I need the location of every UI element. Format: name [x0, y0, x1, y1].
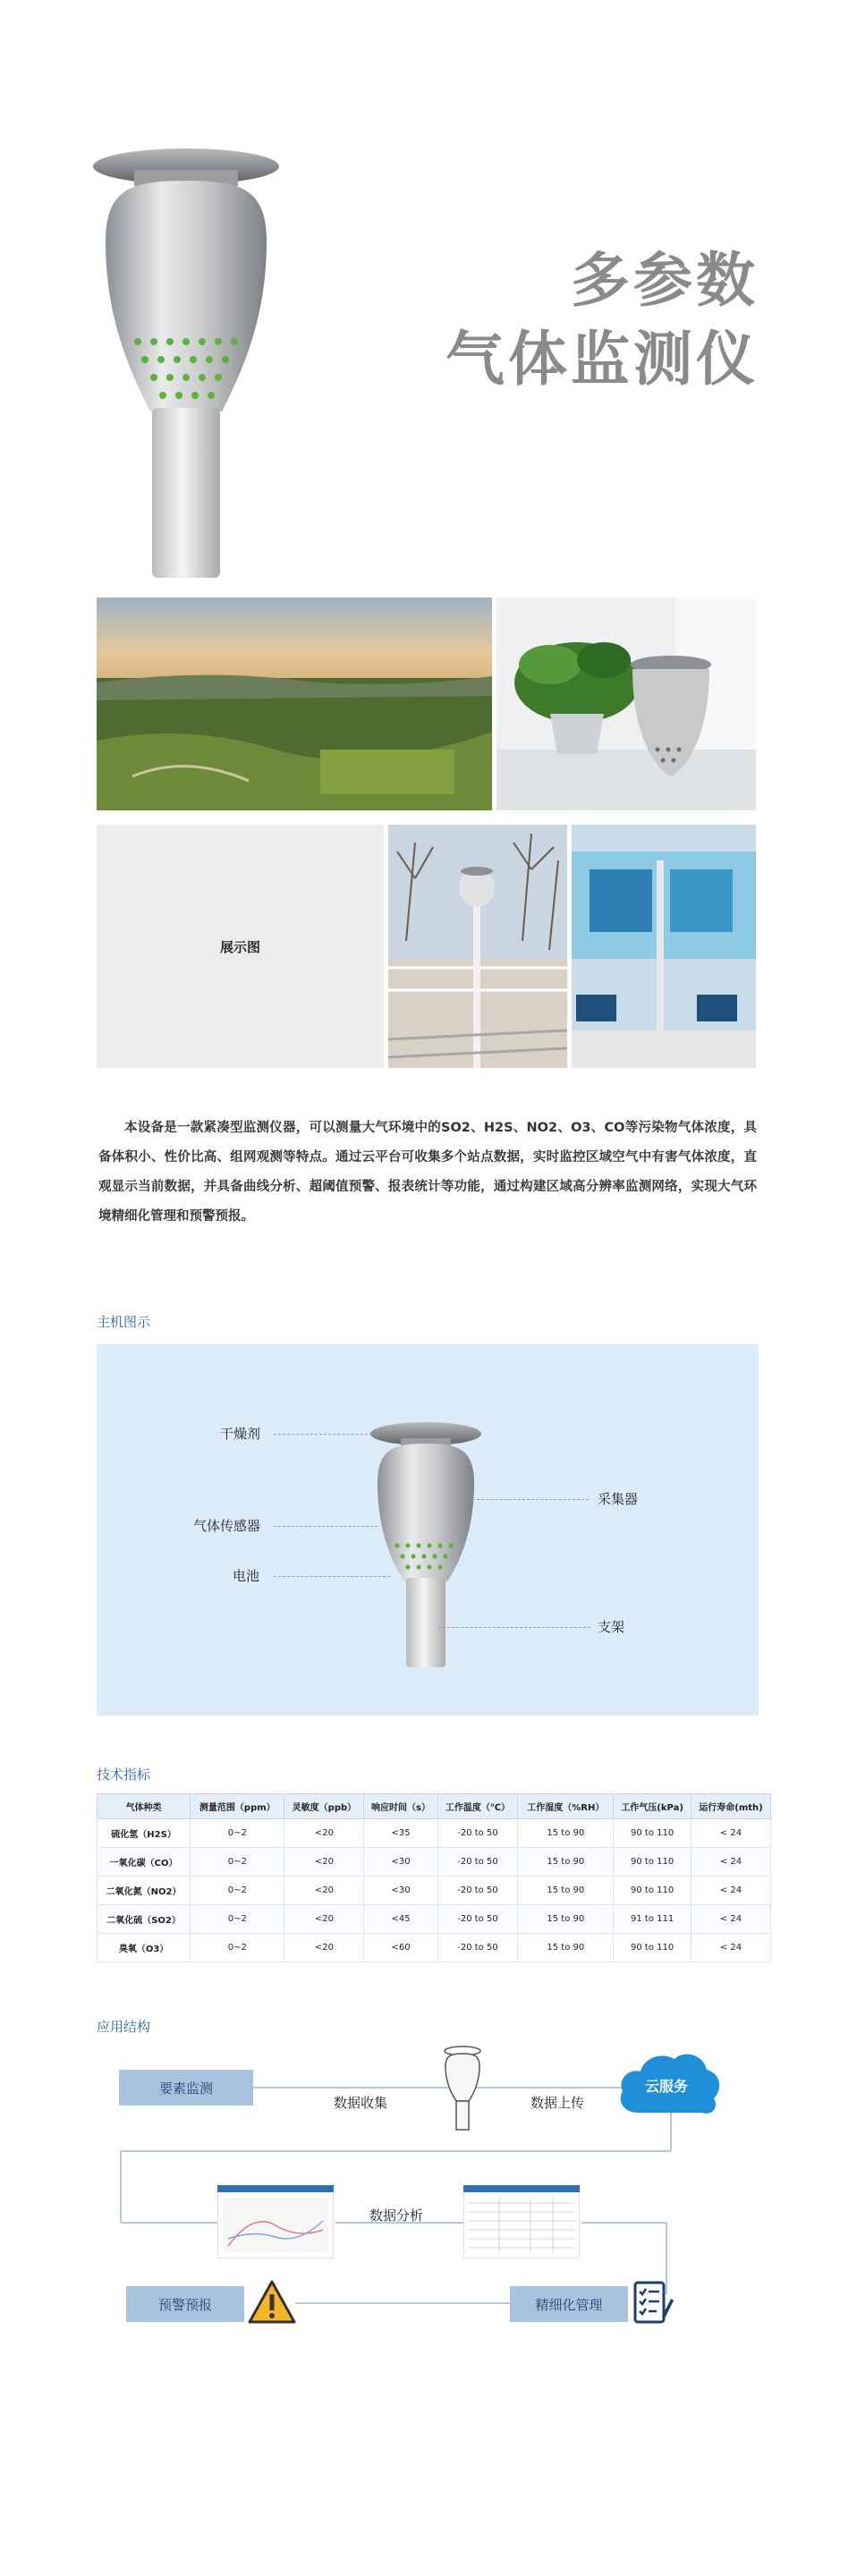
spec-cell: 15 to 90 — [518, 1877, 614, 1905]
spec-cell: -20 to 50 — [437, 1848, 518, 1877]
spec-header-cell: 响应时间（s） — [364, 1794, 437, 1819]
spec-cell: <20 — [284, 1848, 364, 1877]
flow-device-icon — [440, 2044, 485, 2133]
table-row — [98, 1905, 771, 1934]
spec-header-cell: 灵敏度（ppb） — [284, 1794, 364, 1819]
spec-cell: < 24 — [691, 1819, 770, 1848]
desk-device-photo — [496, 597, 756, 810]
cloud-service-label: 云服务 — [645, 2078, 689, 2095]
spec-cell: < 24 — [691, 1934, 770, 1962]
table-row — [98, 1819, 771, 1848]
gallery-caption-box — [97, 825, 384, 1068]
landscape-photo — [97, 597, 492, 810]
app-section-title: 应用结构 — [97, 2019, 151, 2035]
label-desiccant: 干燥剂 — [220, 1426, 261, 1442]
spec-header-row — [98, 1794, 771, 1819]
spec-cell: < 24 — [691, 1877, 770, 1905]
intro-paragraph: 本设备是一款紧凑型监测仪器，可以测量大气环境中的SO2、H2S、NO2、O3、CO等污染物气体浓度，具备体积小、性价比高、组网观测等特点。通过云平台可收集多个站点数据，实时监控区域空气中有害气体浓度，直观显示当前数据，并具备曲线分析、超阈值预警、报表统计等功能，通过构建区域高分辨率监测网络，实现大气环境精细化管理和预警预报。 — [98, 1121, 757, 1224]
flow-factor-monitoring: 要素监测 — [119, 2070, 253, 2106]
label-gas-sensor: 气体传感器 — [193, 1518, 261, 1534]
spec-cell: 二氧化氮（NO2） — [98, 1877, 191, 1905]
spec-cell: 90 to 110 — [614, 1848, 692, 1877]
leader-line — [274, 1576, 390, 1577]
flow-early-warning: 预警预报 — [126, 2286, 244, 2322]
spec-cell: <20 — [284, 1877, 364, 1905]
spec-cell: 硫化氢（H2S） — [98, 1819, 191, 1848]
outdoor-station-photo — [388, 825, 567, 1068]
label-battery: 电池 — [233, 1568, 260, 1584]
spec-cell: 0~2 — [191, 1905, 284, 1934]
label-bracket: 支架 — [598, 1619, 625, 1635]
spec-cell: 90 to 110 — [614, 1934, 692, 1962]
spec-cell: 15 to 90 — [518, 1848, 614, 1877]
spec-cell: -20 to 50 — [437, 1905, 518, 1934]
flow-data-analysis: 数据分析 — [369, 2207, 424, 2224]
spec-cell: -20 to 50 — [437, 1934, 518, 1962]
spec-cell: 二氧化硫（SO2） — [98, 1905, 191, 1934]
leader-line — [438, 1627, 590, 1628]
spec-cell: 90 to 110 — [614, 1819, 692, 1848]
spec-header-cell: 运行寿命(mth) — [691, 1794, 770, 1819]
hero-title-line2: 气体监测仪 — [445, 325, 759, 394]
leader-line — [472, 1499, 589, 1500]
spec-cell: <20 — [284, 1905, 364, 1934]
spec-cell: 15 to 90 — [518, 1934, 614, 1962]
spec-cell: < 24 — [691, 1905, 770, 1934]
checklist-icon — [632, 2279, 675, 2326]
spec-header-cell: 工作湿度（%RH） — [518, 1794, 614, 1819]
spec-header-cell: 测量范围（ppm） — [191, 1794, 284, 1819]
flow-data-collection: 数据收集 — [334, 2095, 388, 2111]
label-collector: 采集器 — [598, 1491, 639, 1507]
spec-cell: <30 — [364, 1877, 437, 1905]
host-diagram — [97, 1344, 759, 1716]
spec-section-title: 技术指标 — [97, 1767, 151, 1783]
host-section-title: 主机图示 — [97, 1314, 151, 1330]
table-row — [98, 1934, 771, 1962]
spec-table — [97, 1793, 771, 1962]
spec-cell: <60 — [364, 1934, 437, 1962]
spec-cell: <30 — [364, 1848, 437, 1877]
spec-cell: 一氧化碳（CO） — [98, 1848, 191, 1877]
host-device-image — [365, 1411, 499, 1671]
flow-data-upload: 数据上传 — [530, 2095, 585, 2111]
spec-cell: <45 — [364, 1905, 437, 1934]
spec-cell: 臭氧（O3） — [98, 1934, 191, 1962]
spec-cell: 0~2 — [191, 1934, 284, 1962]
spec-cell: 0~2 — [191, 1848, 284, 1877]
spec-cell: 90 to 110 — [614, 1877, 692, 1905]
table-row — [98, 1848, 771, 1877]
spec-header-cell: 工作气压(kPa) — [614, 1794, 692, 1819]
gallery-caption: 展示图 — [219, 938, 260, 955]
spec-cell: < 24 — [691, 1848, 770, 1877]
table-row — [98, 1877, 771, 1905]
spec-header-cell: 气体种类 — [98, 1794, 191, 1819]
spec-cell: 15 to 90 — [518, 1905, 614, 1934]
hero-title — [445, 242, 759, 399]
spec-cell: 0~2 — [191, 1877, 284, 1905]
spec-cell: <20 — [284, 1819, 364, 1848]
spec-cell: 0~2 — [191, 1819, 284, 1848]
spec-cell: <20 — [284, 1934, 364, 1962]
warning-icon — [247, 2279, 297, 2326]
leader-line — [274, 1434, 372, 1435]
flow-refined-management: 精细化管理 — [510, 2286, 628, 2322]
chart-screen-icon — [217, 2185, 334, 2258]
spec-cell: -20 to 50 — [437, 1819, 518, 1848]
spec-cell: 91 to 111 — [614, 1905, 692, 1934]
hero-device-image — [79, 134, 302, 581]
exhibition-photo — [572, 825, 756, 1068]
spec-cell: -20 to 50 — [437, 1877, 518, 1905]
spec-header-cell: 工作温度（℃） — [437, 1794, 518, 1819]
report-screen-icon — [463, 2185, 580, 2258]
hero-title-line1: 多参数 — [571, 246, 759, 315]
spec-cell: 15 to 90 — [518, 1819, 614, 1848]
leader-line — [274, 1526, 378, 1527]
spec-cell: <35 — [364, 1819, 437, 1848]
